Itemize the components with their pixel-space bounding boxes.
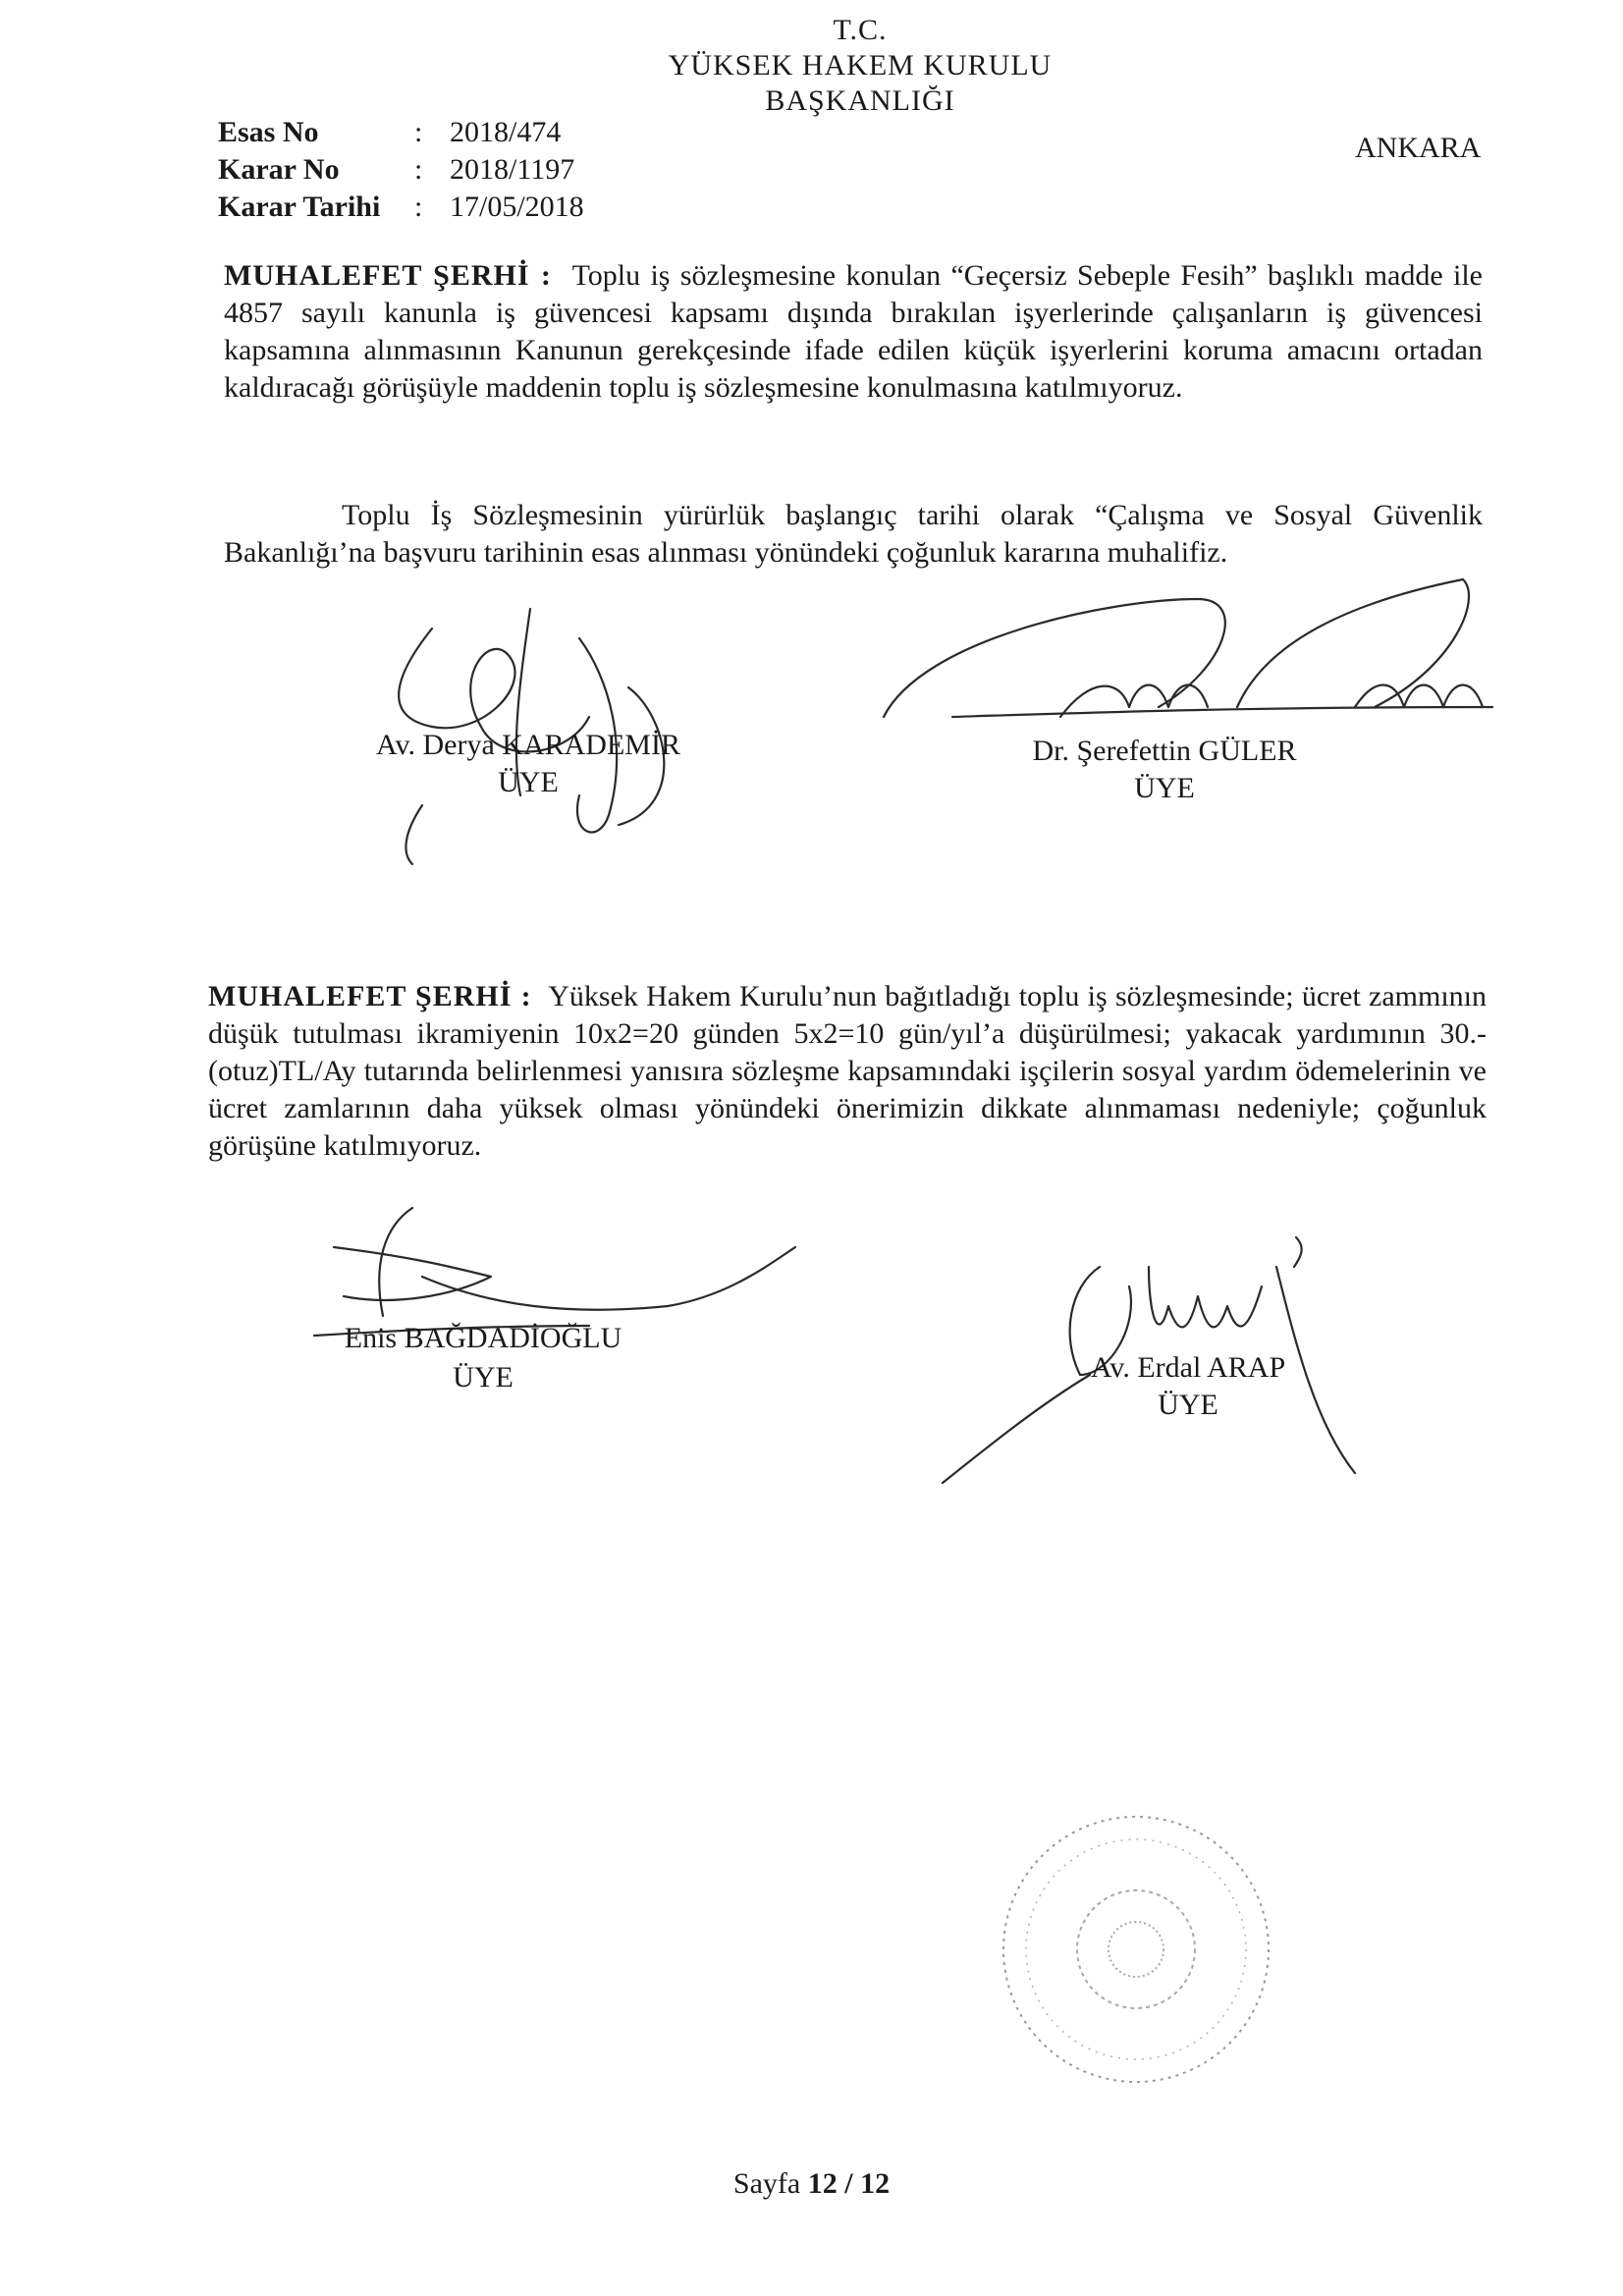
footer-prefix: Sayfa — [732, 2167, 801, 2200]
meta-karar-value: 2018/1197 — [450, 153, 575, 186]
dissent1-paragraph1 — [224, 257, 1483, 407]
signature4-name: Av. Erdal ARAP — [1090, 1351, 1286, 1384]
dissent1-heading: MUHALEFET ŞERHİ : — [224, 259, 552, 292]
signature4-role: ÜYE — [1158, 1389, 1218, 1421]
header-tc: T.C. — [833, 14, 888, 46]
signature1-role: ÜYE — [498, 766, 559, 798]
signature3-role: ÜYE — [453, 1361, 514, 1394]
signature-serefettin-guler — [864, 560, 1492, 756]
meta-esas-value: 2018/474 — [450, 116, 562, 148]
signature3-name: Enis BAĞDADİOĞLU — [344, 1322, 622, 1354]
meta-esas — [218, 116, 561, 149]
meta-tarih — [218, 191, 584, 224]
meta-tarih-label: Karar Tarihi — [218, 191, 381, 223]
meta-tarih-value: 17/05/2018 — [450, 191, 584, 223]
signature2-role: ÜYE — [1134, 772, 1195, 804]
header-city: ANKARA — [1355, 132, 1482, 164]
dissent2-heading: MUHALEFET ŞERHİ : — [208, 980, 532, 1012]
header-institution: YÜKSEK HAKEM KURULU — [668, 49, 1053, 82]
footer-page-number: 12 / 12 — [807, 2167, 891, 2200]
dissent2-paragraph1 — [208, 978, 1487, 1165]
signature1-name: Av. Derya KARADEMİR — [376, 729, 680, 761]
meta-separator: : — [414, 153, 423, 186]
dissent2-text1: Yüksek Hakem Kurulu’nun bağıtladığı toplu iş sözleşmesinde; ücret zammının düşük tutulması ikramiyenin 10x2=20 günden 5x2=10 gün/yıl’a düşürülmesi; yakacak yardımının 30.-(otuz)TL/Ay tutarında belirlenmesi yanısıra sözleşme kapsamındaki işçilerin sosyal yardım ödemelerinin ve ücret zamlarının daha yüksek olması yönündeki önerimizin dikkate alınmaması nedeniyle; çoğunluk görüşüne katılmıyoruz. — [208, 980, 1488, 1162]
official-seal-icon — [994, 1807, 1278, 2092]
meta-karar-label: Karar No — [218, 153, 340, 186]
signature2-name: Dr. Şerefettin GÜLER — [1032, 735, 1297, 767]
dissent1-text2: Toplu İş Sözleşmesinin yürürlük başlangıç tarihi olarak “Çalışma ve Sosyal Güvenlik Bakanlığı’na başvuru tarihinin esas alınması yönündeki çoğunluk kararına muhalifiz. — [224, 499, 1483, 569]
meta-karar — [218, 153, 574, 187]
meta-esas-label: Esas No — [218, 116, 319, 148]
meta-separator: : — [414, 116, 423, 148]
dissent1-text1: Toplu iş sözleşmesine konulan “Geçersiz Sebeple Fesih” başlıklı madde ile 4857 sayılı kanunla iş güvencesi kapsamı dışında bırakılan işyerlerinde çalışanların iş güvencesi kapsamına alınmasının Kanunun gerekçesinde ifade edilen küçük işyerlerini koruma amacını ortadan kaldıracağı görüşüyle maddenin toplu iş sözleşmesine konulmasına katılmıyoruz. — [224, 259, 1483, 404]
signature-derya-karademir — [373, 570, 746, 864]
header-presidency: BAŞKANLIĞI — [765, 84, 955, 117]
page-footer — [0, 2167, 1623, 2201]
meta-separator: : — [414, 191, 423, 223]
